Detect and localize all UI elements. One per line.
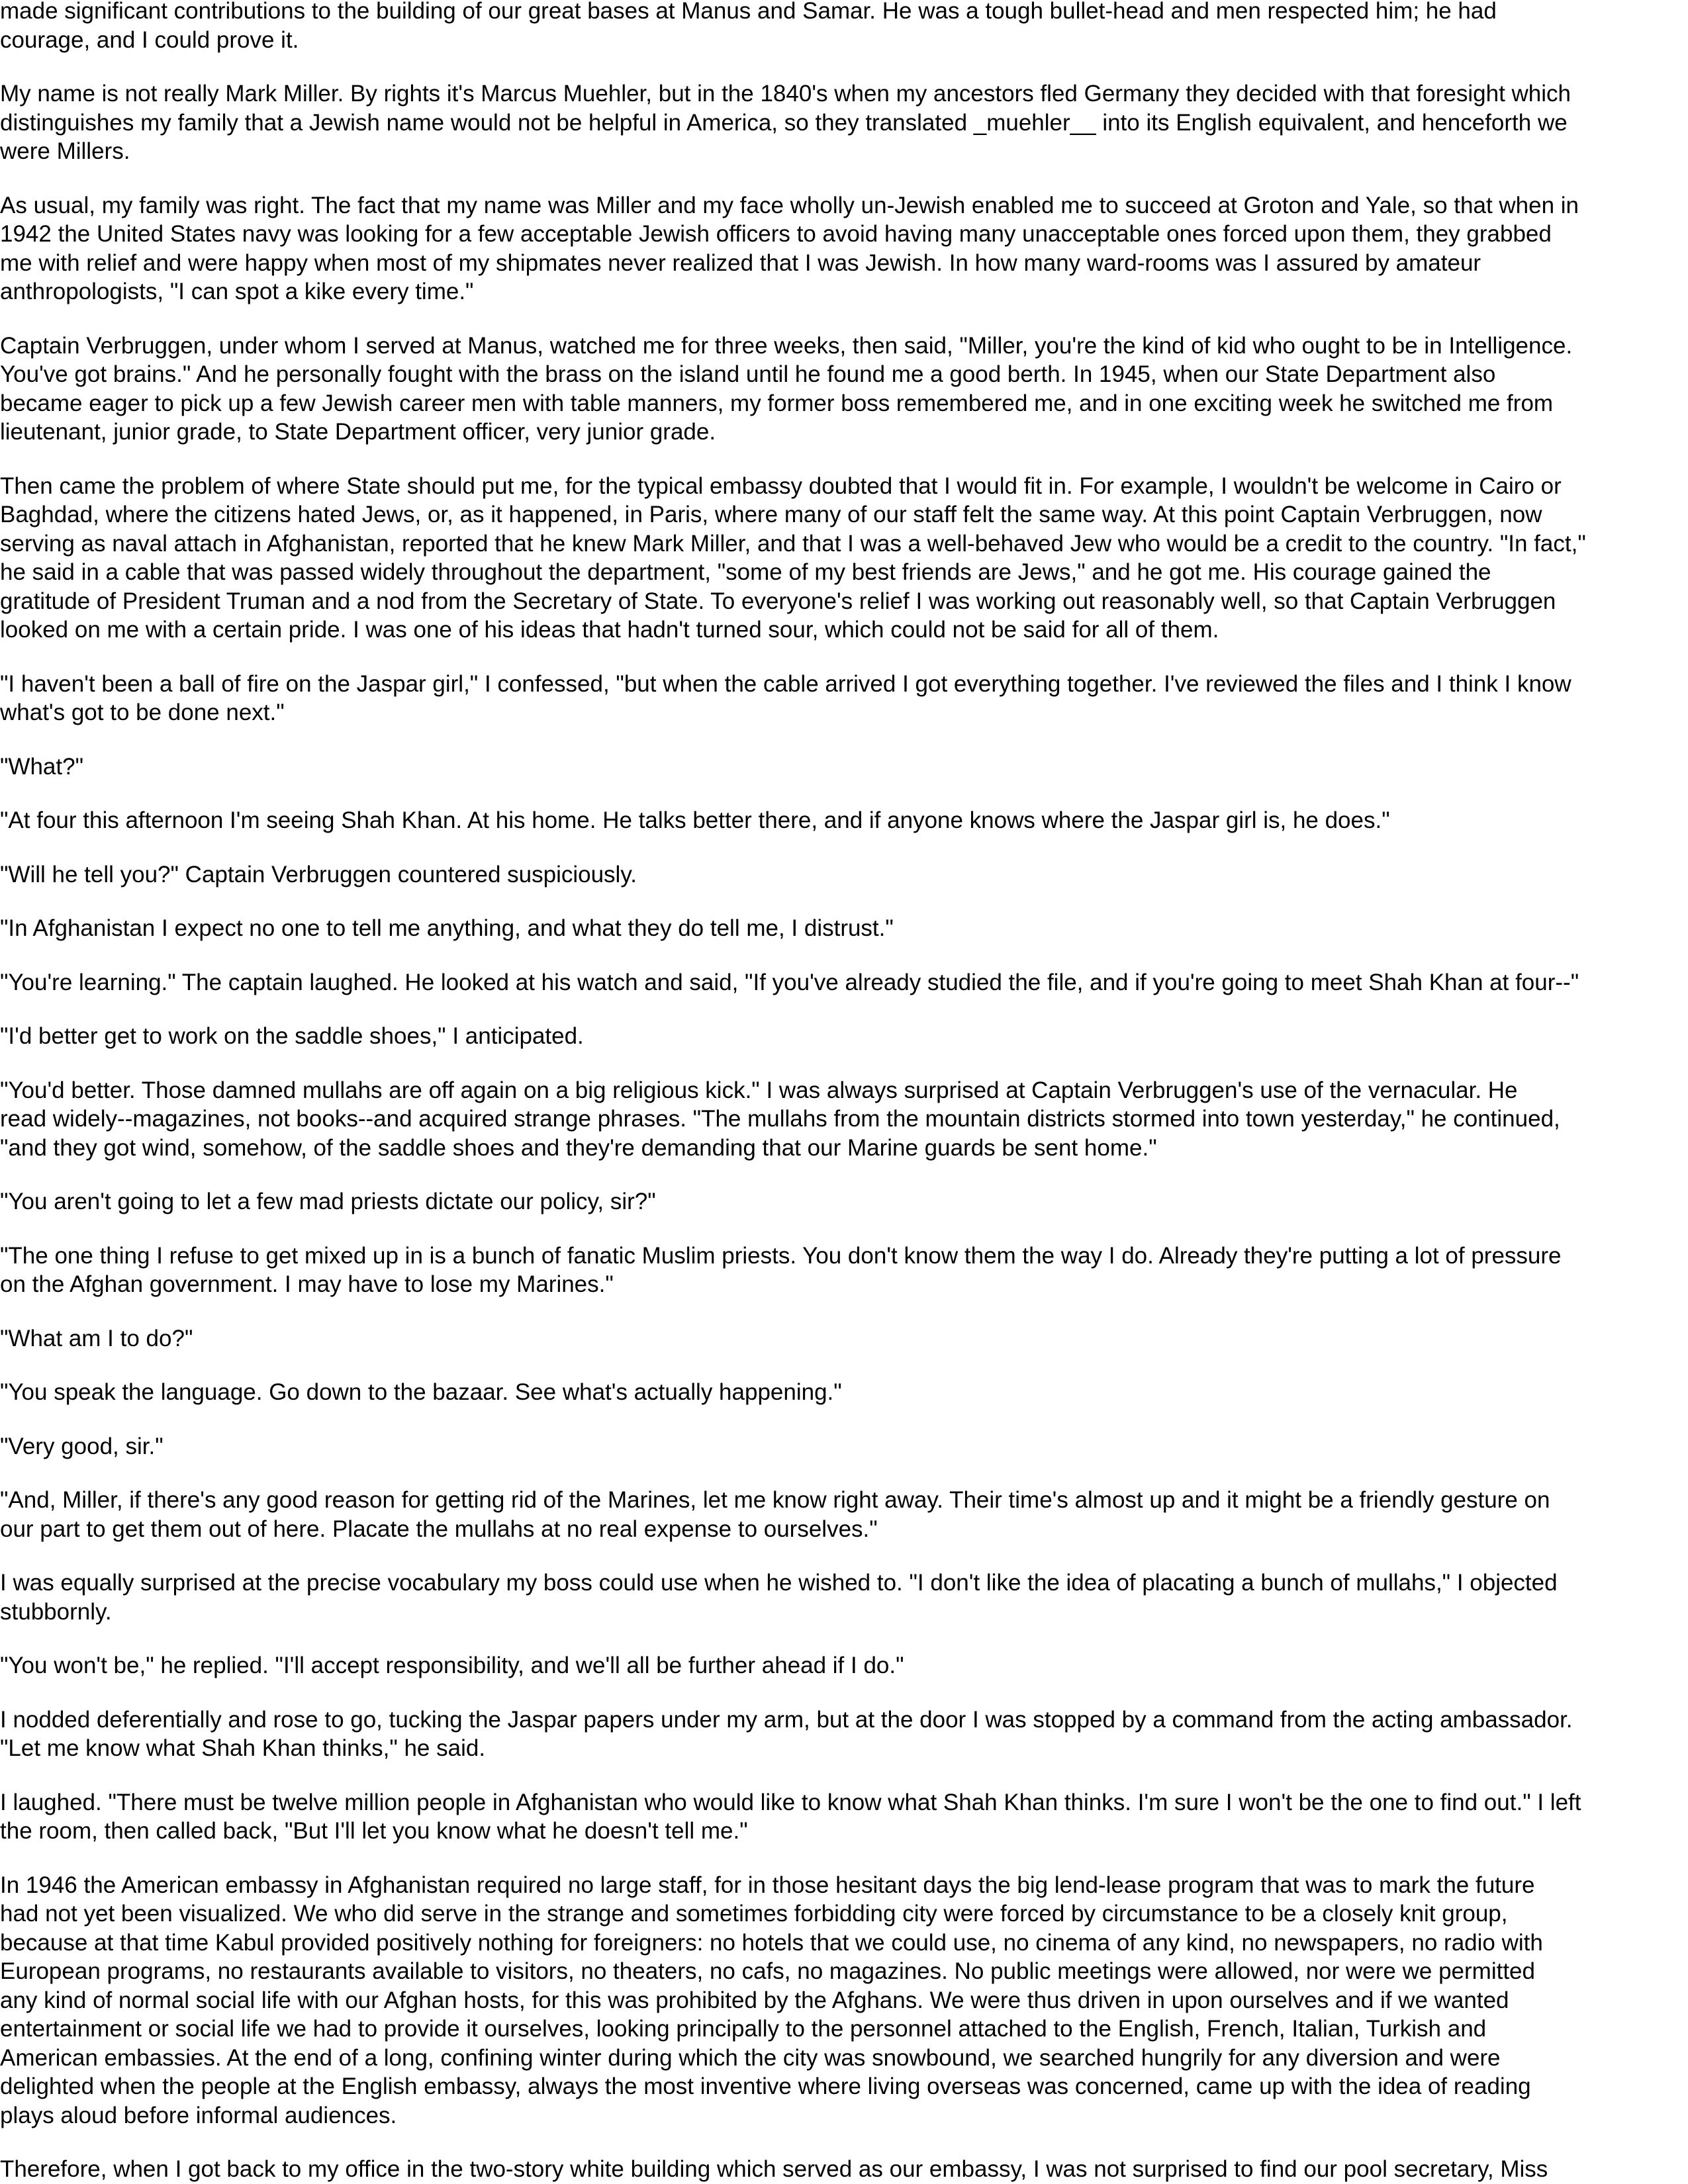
paragraph: In 1946 the American embassy in Afghanistan required no large staff, for in those hesitant days the big lend-lease program that was to mark the future had not yet been visualized. We who did serve in the strange and sometimes forbidding city were forced by circumstance to be a closely knit group, because at that time Kabul provided positively nothing for foreigners: no hotels that we could use, no cinema of any kind, no newspapers, no radio with European programs, no restaurants available to visitors, no theaters, no cafs, no magazines. No public meetings were allowed, nor were we permitted any kind of normal social life with our Afghan hosts, for this was prohibited by the Afghans. We were thus driven in upon ourselves and if we wanted entertainment or social life we had to provide it ourselves, looking principally to the personnel attached to the English, French, Italian, Turkish and American embassies. At the end of a long, confining winter during which the city was snowbound, we searched hungrily for any diversion and were delighted when the people at the English embassy, always the most inventive where living overseas was concerned, came up with the idea of reading plays aloud before informal audiences. xyxy=(0,1872,1543,2128)
paragraph: "Very good, sir." xyxy=(0,1433,164,1459)
paragraph: Captain Verbruggen, under whom I served at Manus, watched me for three weeks, then said, "Miller, you're the kind of kid who ought to be in Intelligence. You've got brains." And he personally fought with the brass on the island until he found me a good berth. In 1945, when our State Department also became eager to pick up a few Jewish career men with table manners, my former boss remembered me, and in one exciting week he switched me from lieutenant, junior grade, to State Department officer, very junior grade. xyxy=(0,332,1573,445)
paragraph: I laughed. "There must be twelve million people in Afghanistan who would like to know what Shah Khan thinks. I'm sure I won't be the one to find out." I left the room, then called back, "But I'll let you know what he doesn't tell me." xyxy=(0,1789,1581,1844)
paragraph: "At four this afternoon I'm seeing Shah Khan. At his home. He talks better there, and if anyone knows where the Jaspar girl is, he does." xyxy=(0,807,1390,833)
paragraph: Then came the problem of where State should put me, for the typical embassy doubted that I would fit in. For example, I wouldn't be welcome in Cairo or Baghdad, where the citizens hated Jews, or, as it happened, in Paris, where many of our staff felt the same way. At this point Captain Verbruggen, now serving as naval attach in Afghanistan, reported that he knew Mark Miller, and that I was a well-behaved Jew who would be a credit to the country. "In fact," he said in a cable that was passed widely throughout the department, "some of my best friends are Jews," and he got me. His courage gained the gratitude of President Truman and a nod from the Secretary of State. To everyone's relief I was working out reasonably well, so that Captain Verbruggen looked on me with a certain pride. I was one of his ideas that hadn't turned sour, which could not be said for all of them. xyxy=(0,473,1586,643)
paragraph: "What am I to do?" xyxy=(0,1325,193,1351)
paragraph: "And, Miller, if there's any good reason for getting rid of the Marines, let me know right away. Their time's almost up and it might be a friendly gesture on our part to get them out of here. Placate the mullahs at no real expense to ourselves." xyxy=(0,1487,1550,1542)
paragraph: I nodded deferentially and rose to go, tucking the Jaspar papers under my arm, but at the door I was stopped by a command from the acting ambassador. "Let me know what Shah Khan thinks," he said. xyxy=(0,1706,1573,1761)
paragraph: "I'd better get to work on the saddle shoes," I anticipated. xyxy=(0,1023,584,1049)
paragraph: "I haven't been a ball of fire on the Jaspar girl," I confessed, "but when the cable arrived I got everything together. I've reviewed the files and I think I know what's got to be done next." xyxy=(0,670,1571,725)
paragraph: "The one thing I refuse to get mixed up in is a bunch of fanatic Muslim priests. You don't know them the way I do. Already they're putting a lot of pressure on the Afghan government. I may have to lose my Marines." xyxy=(0,1242,1562,1297)
paragraph: I was equally surprised at the precise vocabulary my boss could use when he wished to. "I don't like the idea of placating a bunch of mullahs," I objected stubbornly. xyxy=(0,1570,1558,1625)
paragraph: "What?" xyxy=(0,753,84,780)
paragraph: "You won't be," he replied. "I'll accept responsibility, and we'll all be further ahead if I do." xyxy=(0,1653,904,1678)
paragraph: "You aren't going to let a few mad priests dictate our policy, sir?" xyxy=(0,1189,656,1214)
paragraph: "In Afghanistan I expect no one to tell me anything, and what they do tell me, I distrust." xyxy=(0,915,894,941)
paragraph: "Will he tell you?" Captain Verbruggen countered suspiciously. xyxy=(0,861,637,887)
paragraph: As usual, my family was right. The fact that my name was Miller and my face wholly un-Jewish enabled me to succeed at Groton and Yale, so that when in 1942 the United States navy was looking for a few acceptable Jewish officers to avoid having many unacceptable ones forced upon them, they grabbed me with relief and were happy when most of my shipmates never realized that I was Jewish. In how many ward-rooms was I assured by amateur anthropologists, "I can spot a kike every time." xyxy=(0,192,1579,304)
paragraph: My name is not really Mark Miller. By rights it's Marcus Muehler, but in the 1840's when my ancestors fled Germany they decided with that foresight which distinguishes my family that a Jewish name would not be helpful in America, so they translated _muehler__ into its English equivalent, and henceforth we were Millers. xyxy=(0,81,1571,164)
paragraph: Therefore, when I got back to my office in the two-story white building which served as our embassy, I was not surprised to find our pool secretary, Miss xyxy=(0,2156,1548,2182)
paragraph: made significant contributions to the building of our great bases at Manus and Samar. He was a tough bullet-head and men respected him; he had courage, and I could prove it. xyxy=(0,0,1497,53)
paragraph: "You're learning." The captain laughed. He looked at his watch and said, "If you've already studied the file, and if you're going to meet Shah Khan at four--" xyxy=(0,969,1579,995)
paragraph: "You speak the language. Go down to the bazaar. See what's actually happening." xyxy=(0,1379,842,1405)
paragraph: "You'd better. Those damned mullahs are off again on a big religious kick." I was always surprised at Captain Verbruggen's use of the vernacular. He read widely--magazines, not books--and acquired strange phrases. "The mullahs from the mountain districts stormed into town yesterday," he continued, "and they got wind, somehow, of the saddle shoes and they're demanding that our Marine guards be sent home." xyxy=(0,1077,1560,1161)
